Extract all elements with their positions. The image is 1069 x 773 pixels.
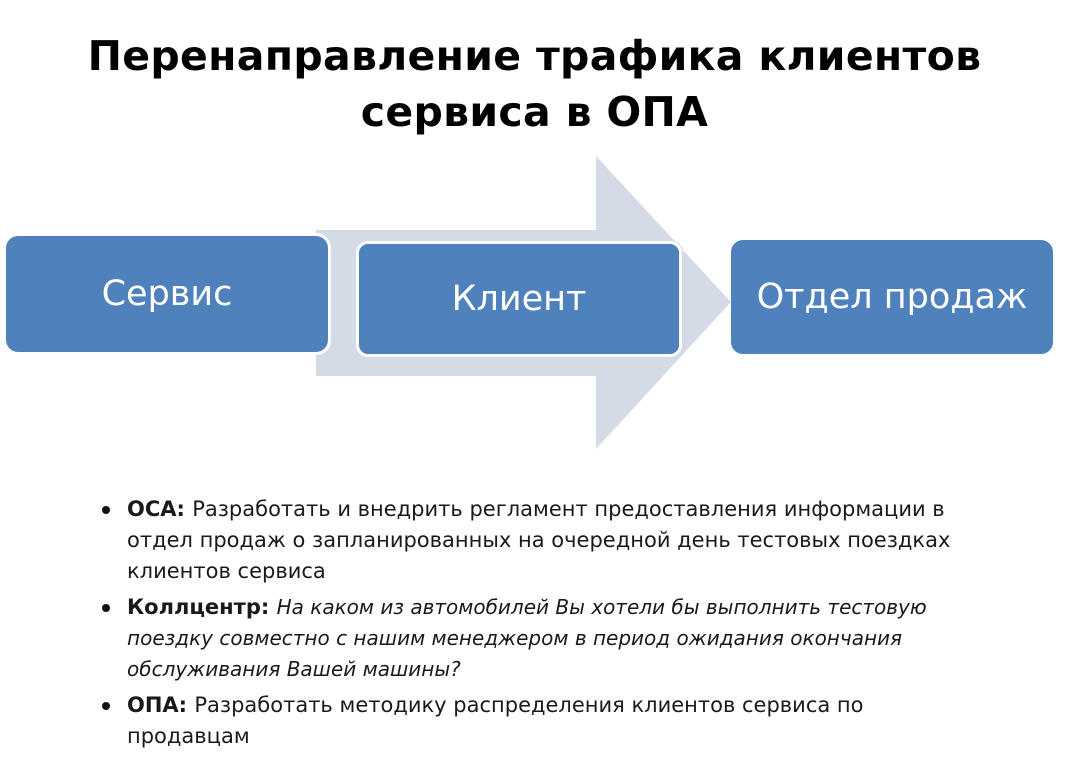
bullet-dot-icon <box>102 506 110 514</box>
bullet-dot-icon <box>102 702 110 710</box>
list-item-text: На каком из автомобилей Вы хотели бы выполнить тестовую поездку совместно с нашим менеджером в период ожидания окончания обслуживания Вашей машины? <box>127 595 927 681</box>
list-item-text: Разработать и внедрить регламент предоставления информации в отдел продаж о запланированных на очередной день тестовых поездках клиентов сервиса <box>127 497 951 583</box>
list-item <box>100 494 980 587</box>
list-item-term: Коллцентр: <box>127 595 277 619</box>
service-box: Сервис <box>6 236 328 352</box>
list-item <box>100 690 980 752</box>
list-item-term: ОСА: <box>127 497 193 521</box>
slide-title-line-2: сервиса в ОПА <box>360 88 709 136</box>
sales-department-box: Отдел продаж <box>731 240 1053 354</box>
bullet-dot-icon <box>102 604 110 612</box>
client-box: Клиент <box>356 241 682 357</box>
list-item-text: Разработать методику распределения клиентов сервиса по продавцам <box>127 693 864 748</box>
list-item-term: ОПА: <box>127 693 195 717</box>
list-item <box>100 592 980 685</box>
action-list <box>100 494 980 757</box>
slide-title-line-1: Перенаправление трафика клиентов <box>87 32 982 80</box>
